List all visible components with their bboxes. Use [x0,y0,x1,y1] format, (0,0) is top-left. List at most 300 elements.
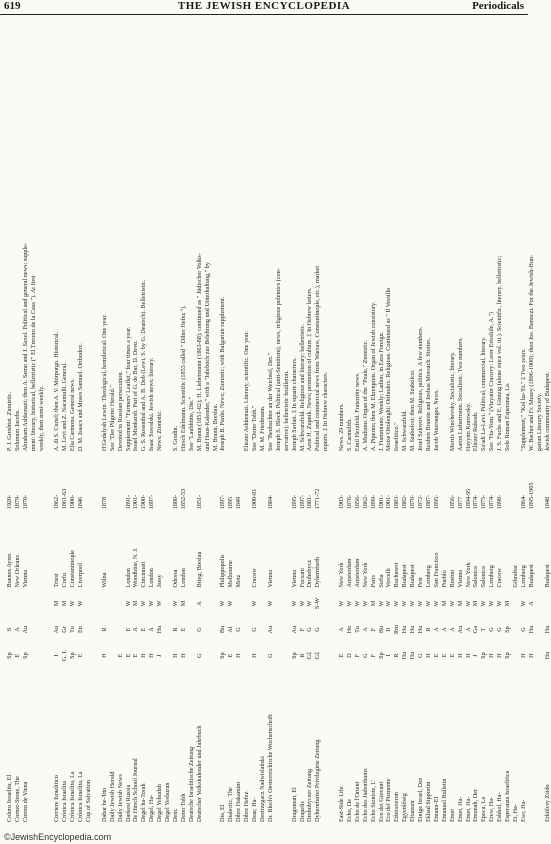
frequency-cell: W [496,600,504,607]
editors-and-remarks-cell: weekly, then semi-weekly. [37,385,45,452]
periodical-title-cell: Echo de l'Orient [353,781,361,822]
language-cell: H [464,653,472,658]
language-cell: H [424,653,432,658]
table-row [267,17,275,825]
language-cell: E [338,653,346,658]
periodical-title-cell: Darkest Russia [124,784,132,822]
country-cell: Tu [353,626,361,633]
language-cell: Hu [543,651,551,660]
language-cell: Sp [504,652,512,659]
language-cell: H [519,653,527,658]
table-row [6,17,14,825]
language-cell [30,643,38,669]
country-cell: Au [456,625,464,634]
place-of-publication-cell: Metz [235,574,243,588]
country-cell [322,617,330,643]
periodical-title-cell: Dibre Hefez [243,791,251,822]
place-of-publication-cell: London [179,568,187,588]
editors-and-remarks-cell: Political and commercial news from Warsaw, Constantinople, etc.), market [314,265,322,452]
years-cell: 1898- [496,494,504,510]
frequency-cell: W [266,600,274,607]
years-cell [536,454,544,512]
years-cell: 1874- [472,494,480,510]
periodical-title-cell: East-Side Life [338,786,346,822]
frequency-cell [109,590,117,616]
table-row [346,17,354,825]
place-of-publication-cell: Odessa [172,569,179,588]
table-row [219,17,227,825]
page-number: 619 [4,0,21,12]
editors-and-remarks-cell: Joseph B. Pardo. News; Zionistic; with Bulgarian supplement. [219,296,227,452]
editors-and-remarks-cell [512,17,520,454]
periodical-title-cell: Ekhad Sipporim [424,781,432,822]
country-cell: Au [21,625,29,634]
place-of-publication-cell [38,512,46,590]
country-cell [188,617,196,643]
frequency-cell: W [77,600,85,607]
table-row [101,17,109,825]
frequency-cell: W [140,600,148,607]
periodical-title-cell: Einige Israel, Das [417,777,425,822]
periodical-title-cell: Dragoman, El [290,787,298,822]
language-cell: E [227,653,235,658]
frequency-cell [85,590,93,616]
country-cell: Gr [61,626,69,633]
language-cell: I [53,654,61,657]
table-row [212,17,220,825]
years-cell: 1846 [77,496,85,510]
frequency-cell: A [527,601,535,606]
editors-and-remarks-cell: G. S. Rosenthal and A. B. Dob (Lewi, S. by G. Deutsch). Belletristic. [140,279,148,452]
place-of-publication-cell: Vienna [266,569,274,588]
copyright-footer: ©JewishEncyclopedia.com [4,832,112,842]
periodical-title-cell: Echo Sioniste, L' [369,779,377,822]
years-cell [156,454,164,512]
years-cell [188,454,196,512]
editors-and-remarks-cell: Sa'adi La-Levi. Political, commercial, literary. [480,336,488,452]
language-cell: H [527,653,535,658]
place-of-publication-cell: Lemberg [488,565,496,588]
editors-and-remarks-cell: garian Literary Society. [535,392,543,452]
periodical-title-cell: Dibre Hakamim [235,781,243,822]
country-cell [30,617,38,643]
place-of-publication-cell: London [124,568,132,588]
editors-and-remarks-cell: See "Laubhütte, Die." [187,396,195,452]
table-row [14,17,22,825]
country-cell [85,617,93,643]
table-row [520,17,528,825]
frequency-cell: M [504,600,512,607]
periodical-title-cell: Emanu-El [432,796,440,822]
place-of-publication-cell: New York [361,562,369,588]
periodical-title-cell [93,669,101,825]
place-of-publication-cell [504,512,512,590]
periodical-title-cell: Dyhernfurter Privilegirte Zeitung [314,739,322,822]
table-row [306,17,314,825]
frequency-cell: M [132,600,140,607]
table-row [227,17,235,825]
table-row [251,17,259,825]
years-cell: 1878 [100,496,108,510]
language-cell [85,643,93,669]
table-row [164,17,172,825]
place-of-publication-cell: Paris [369,575,377,588]
language-cell: H [172,653,179,658]
country-cell: A [440,627,448,632]
place-of-publication-cell: Triest [53,573,61,588]
years-cell [204,454,212,512]
frequency-cell: W [148,600,156,607]
place-of-publication-cell: Cracow [251,568,259,588]
country-cell: Hu [527,625,535,634]
years-cell [117,454,125,512]
years-cell: 1920- [6,494,13,510]
periodical-title-cell [322,669,330,825]
table-row [93,17,101,825]
editors-and-remarks-cell: Supplement: "Farmers' Leaflet," four times a year. [124,326,132,452]
language-cell [38,643,46,669]
language-cell: G [417,653,425,658]
editors-and-remarks-cell: ment: literary, historical, belletristic (" El Tresoro de la Casa "). At first [29,275,37,452]
editors-and-remarks-cell [227,17,235,454]
frequency-cell: W [345,600,353,607]
place-of-publication-cell: Cincinnati [140,561,148,588]
country-cell [275,617,283,643]
years-cell [164,454,172,512]
table-row [283,17,291,825]
frequency-cell [38,590,46,616]
country-cell: G [519,627,527,632]
country-cell: R [172,627,179,632]
place-of-publication-cell [30,512,38,590]
place-of-publication-cell [243,512,251,590]
years-cell: 1900-01 [251,488,259,510]
place-of-publication-cell [204,512,212,590]
frequency-cell [204,590,212,616]
table-row [22,17,30,825]
place-of-publication-cell: Focsani [298,568,306,588]
editors-and-remarks-cell: J. Fiammiano. Weekly; Ladino, in Ezra Foreign. [377,331,385,452]
frequency-cell: M [179,600,187,607]
country-cell: Hu [156,625,164,634]
periodical-title-cell: Dorer Tobh [179,793,187,822]
table-row [401,17,409,825]
editors-and-remarks-cell: J. S. Fuchs and E. Gintzig (alone since vol. iii.). Scientific, literary, belletristic; [496,255,504,452]
years-cell: 1870- [409,494,417,510]
language-cell: I [385,654,393,657]
frequency-cell [512,590,520,616]
page-title: THE JEWISH ENCYCLOPEDIA [177,0,351,12]
years-cell: 1895- [290,494,298,510]
language-cell: Sp [290,652,298,659]
place-of-publication-cell: Pest [417,577,425,588]
periodical-title-cell [212,669,220,825]
language-cell: G [266,653,274,658]
place-of-publication-cell [109,512,117,590]
country-cell: G [496,627,504,632]
periodical-title-cell: Dia, El [219,804,227,822]
periodical-title-cell [528,669,536,825]
editors-and-remarks-cell [235,17,243,454]
table-row [125,17,133,825]
editors-and-remarks-cell: Hayyim Korowsky. [464,402,472,452]
language-cell: E [440,653,448,658]
periodical-title-cell: Degel, Ha- [148,794,156,822]
table-row [61,17,69,825]
editors-and-remarks-cell: Josef Szlovov. Religious, politics. A few numbers. [417,326,425,452]
periodical-title-cell: Doar, Ha- [251,797,259,822]
place-of-publication-cell: Vienna [21,569,29,588]
language-cell: Hu [401,651,409,660]
place-of-publication-cell: Woodbine, N. J. [132,547,140,588]
years-cell: 1882- [401,494,409,510]
editors-and-remarks-cell: M. Szabolcsi; then M. Szabolcsi. [409,369,417,452]
country-cell: A [13,627,21,632]
place-of-publication-cell: Budapest [401,564,409,588]
country-cell [38,617,46,643]
table-row [488,17,496,825]
years-cell: 1881- [306,494,314,510]
country-cell: A [361,627,369,632]
language-cell: G‡ [306,651,314,660]
years-cell: 1899- [369,494,377,510]
years-cell: 1897- [219,494,227,510]
country-cell: G [488,627,496,632]
frequency-cell: W [361,600,369,607]
country-cell: G [251,627,259,632]
years-cell: 1880- [172,494,179,510]
editors-and-remarks-cell: News. 29 numbers. [338,403,346,452]
country-cell: E [179,627,187,632]
language-cell: G [195,653,203,658]
periodical-title-cell: Emunah, Der [472,789,480,822]
frequency-cell: M [369,600,377,607]
table-row [132,17,140,825]
periodical-title-cell [283,669,291,825]
language-cell: F [353,653,361,658]
editors-and-remarks-cell: M. Levi and Z. Nacamulli. General. [61,362,69,452]
language-cell: Sp [6,652,13,659]
editors-and-remarks-cell: Hirsch Edelmann. Scientific (1853 called " Dibre Hefez "). [179,305,187,452]
table-row [457,17,465,825]
language-cell: E [13,653,21,658]
frequency-cell [259,590,267,616]
table-row [188,17,196,825]
years-cell: 1849 [235,496,243,510]
periodical-title-cell: Eltanszir [409,800,417,822]
country-cell: F [369,627,377,632]
frequency-cell [101,590,109,616]
periodical-title-cell: Echo, De [345,798,353,822]
frequency-cell: W [219,600,227,607]
table-row [180,17,188,825]
editors-and-remarks-cell: Morris Winchevsky. Socialistic, literary. [448,351,456,452]
frequency-cell: M [53,600,61,607]
periodical-title-cell: Dabar be-'Itto [100,787,108,822]
language-cell [259,643,267,669]
country-cell: A [432,627,440,632]
country-cell: G [195,627,203,632]
years-cell: 1900- [69,494,77,510]
periodical-title-cell: Egyenlőség [401,793,409,822]
place-of-publication-cell: Vienna [290,569,298,588]
language-cell [536,643,544,669]
years-cell: 1901- [132,494,140,510]
table-row [172,17,180,825]
years-cell [504,454,512,512]
place-of-publication-cell: Vercelli [385,568,393,588]
frequency-cell [93,590,101,616]
country-cell: En [77,626,85,633]
editors-and-remarks-cell: Solomon Jacobs. [13,409,21,452]
table-row [544,17,551,825]
years-cell: 1861-63 [61,488,69,510]
frequency-cell [243,590,251,616]
years-cell: 1895-1905 [527,482,535,510]
place-of-publication-cell: Pueblo [440,570,448,588]
periodical-title-cell: Emet [448,808,456,822]
country-cell: A [132,627,140,632]
years-cell: 1894-95 [464,488,472,510]
editors-and-remarks-cell: reports. ‡ In Hebrew characters. [322,371,330,452]
table-row [299,17,307,825]
table-row [370,17,378,825]
table-row [362,17,370,825]
periodical-title-cell: Degel ha-Torah [140,783,148,822]
country-cell: A [464,627,472,632]
periodical-title-cell: Dr. Bloch's Oesterreichische Wochenschrift [266,714,274,822]
country-cell: Al [227,626,235,633]
periodical-title-cell: De Hirsch School Journal [132,758,140,822]
table-row [425,17,433,825]
language-cell: G [361,653,369,658]
place-of-publication-cell: New Orleans [13,554,21,588]
years-cell: 1901- [377,494,385,510]
years-cell [259,454,267,512]
periodicals-table-body [6,17,551,825]
table-row [330,17,338,825]
periodical-title-cell: Correo de Viena [21,781,29,822]
periodical-title-cell: Dem. [172,808,179,822]
periodical-title-cell: Coloro Israelita, El [6,774,13,822]
country-cell [117,617,125,643]
years-cell: 1848 [543,496,551,510]
country-cell: E [140,627,148,632]
place-of-publication-cell [212,512,220,590]
periodical-title-cell: Corner-Stone, The [13,776,21,822]
country-cell [330,617,338,643]
frequency-cell [30,590,38,616]
language-cell: E [116,653,124,658]
years-cell: 1856- [353,494,361,510]
country-cell [536,617,544,643]
frequency-cell: W [124,600,132,607]
frequency-cell [188,590,196,616]
editors-and-remarks-cell: M. M. Friedmann. [258,405,266,452]
place-of-publication-cell: Bucharest [393,562,401,588]
frequency-cell: W [432,600,440,607]
frequency-cell: M [472,600,480,607]
editors-and-remarks-cell: M. Schwarzfeld. Religious and literary; belletristic. [298,323,306,452]
language-cell: H [496,653,504,658]
table-row [46,17,54,825]
language-cell: J [472,654,480,657]
periodical-title-cell [536,669,544,825]
table-row [393,17,401,825]
frequency-cell: W [227,600,235,607]
place-of-publication-cell: New York [338,562,346,588]
language-cell [283,643,291,669]
periodical-title-cell: Eco dei Giovani [377,781,385,822]
language-cell [512,643,520,669]
editors-and-remarks-cell: Moise Ottolenghi; Orthodox. Religious. Continued as " Il Vessillo [385,287,393,452]
years-cell: 1864- [519,494,527,510]
editors-and-remarks-cell: S. Gradin. [172,425,179,452]
language-cell: H [488,653,496,658]
editors-and-remarks-cell: Devoted to Russian persecution. [116,371,124,452]
place-of-publication-cell: Drohobycz [306,559,314,588]
country-cell: S [6,627,13,632]
years-cell [330,454,338,512]
place-of-publication-cell: Salonica [472,566,480,588]
years-cell: 1897- [148,494,156,510]
place-of-publication-cell: Constantinople [69,549,77,588]
language-cell: Sp [21,652,29,659]
years-cell: 1771-72 [314,488,322,510]
place-of-publication-cell [283,512,291,590]
editors-and-remarks-cell: P. J. Groshtat. Zionistic. [6,391,13,452]
place-of-publication-cell: Boston [448,569,456,588]
frequency-cell: W [480,600,488,607]
country-cell: Hu [409,625,417,634]
editors-and-remarks-cell: Jacob Voorsanger. News. [432,389,440,452]
editors-and-remarks-cell [85,17,93,454]
editors-and-remarks-cell [93,17,101,454]
country-cell: G [314,627,322,632]
editors-and-remarks-cell: Elia Carmona. General news. [69,378,77,452]
country-cell: Bu [219,625,227,634]
table-row [322,17,330,825]
years-cell: 1862- [53,494,61,510]
table-row [140,17,148,825]
frequency-cell [164,590,172,616]
place-of-publication-cell: Lemberg [424,565,432,588]
table-row [496,17,504,825]
frequency-cell: W [393,600,401,607]
language-cell: E [132,653,140,658]
country-cell: F [298,627,306,632]
table-row [417,17,425,825]
editors-and-remarks-cell: servative); belletristic feuilleton. [282,370,290,452]
periodical-title-cell: Drohobyczer Zeitung [306,768,314,822]
years-cell: 1883- [393,494,401,510]
language-cell: J [156,654,164,657]
table-row [536,17,544,825]
table-row [156,17,164,825]
years-cell: 1851- [195,494,203,510]
years-cell [46,454,54,512]
years-cell [85,454,93,512]
frequency-cell: W [338,600,346,607]
periodical-title-cell: Erew, Ha- [488,796,496,822]
country-cell: Ho [345,625,353,634]
table-row [69,17,77,825]
years-cell: 1879- [13,494,21,510]
editors-and-remarks-cell: Israelitico." [393,422,401,452]
periodical-title-cell: Emet, Ha- [464,796,472,822]
country-cell: Sp [504,626,512,633]
language-cell: Sp [480,652,488,659]
